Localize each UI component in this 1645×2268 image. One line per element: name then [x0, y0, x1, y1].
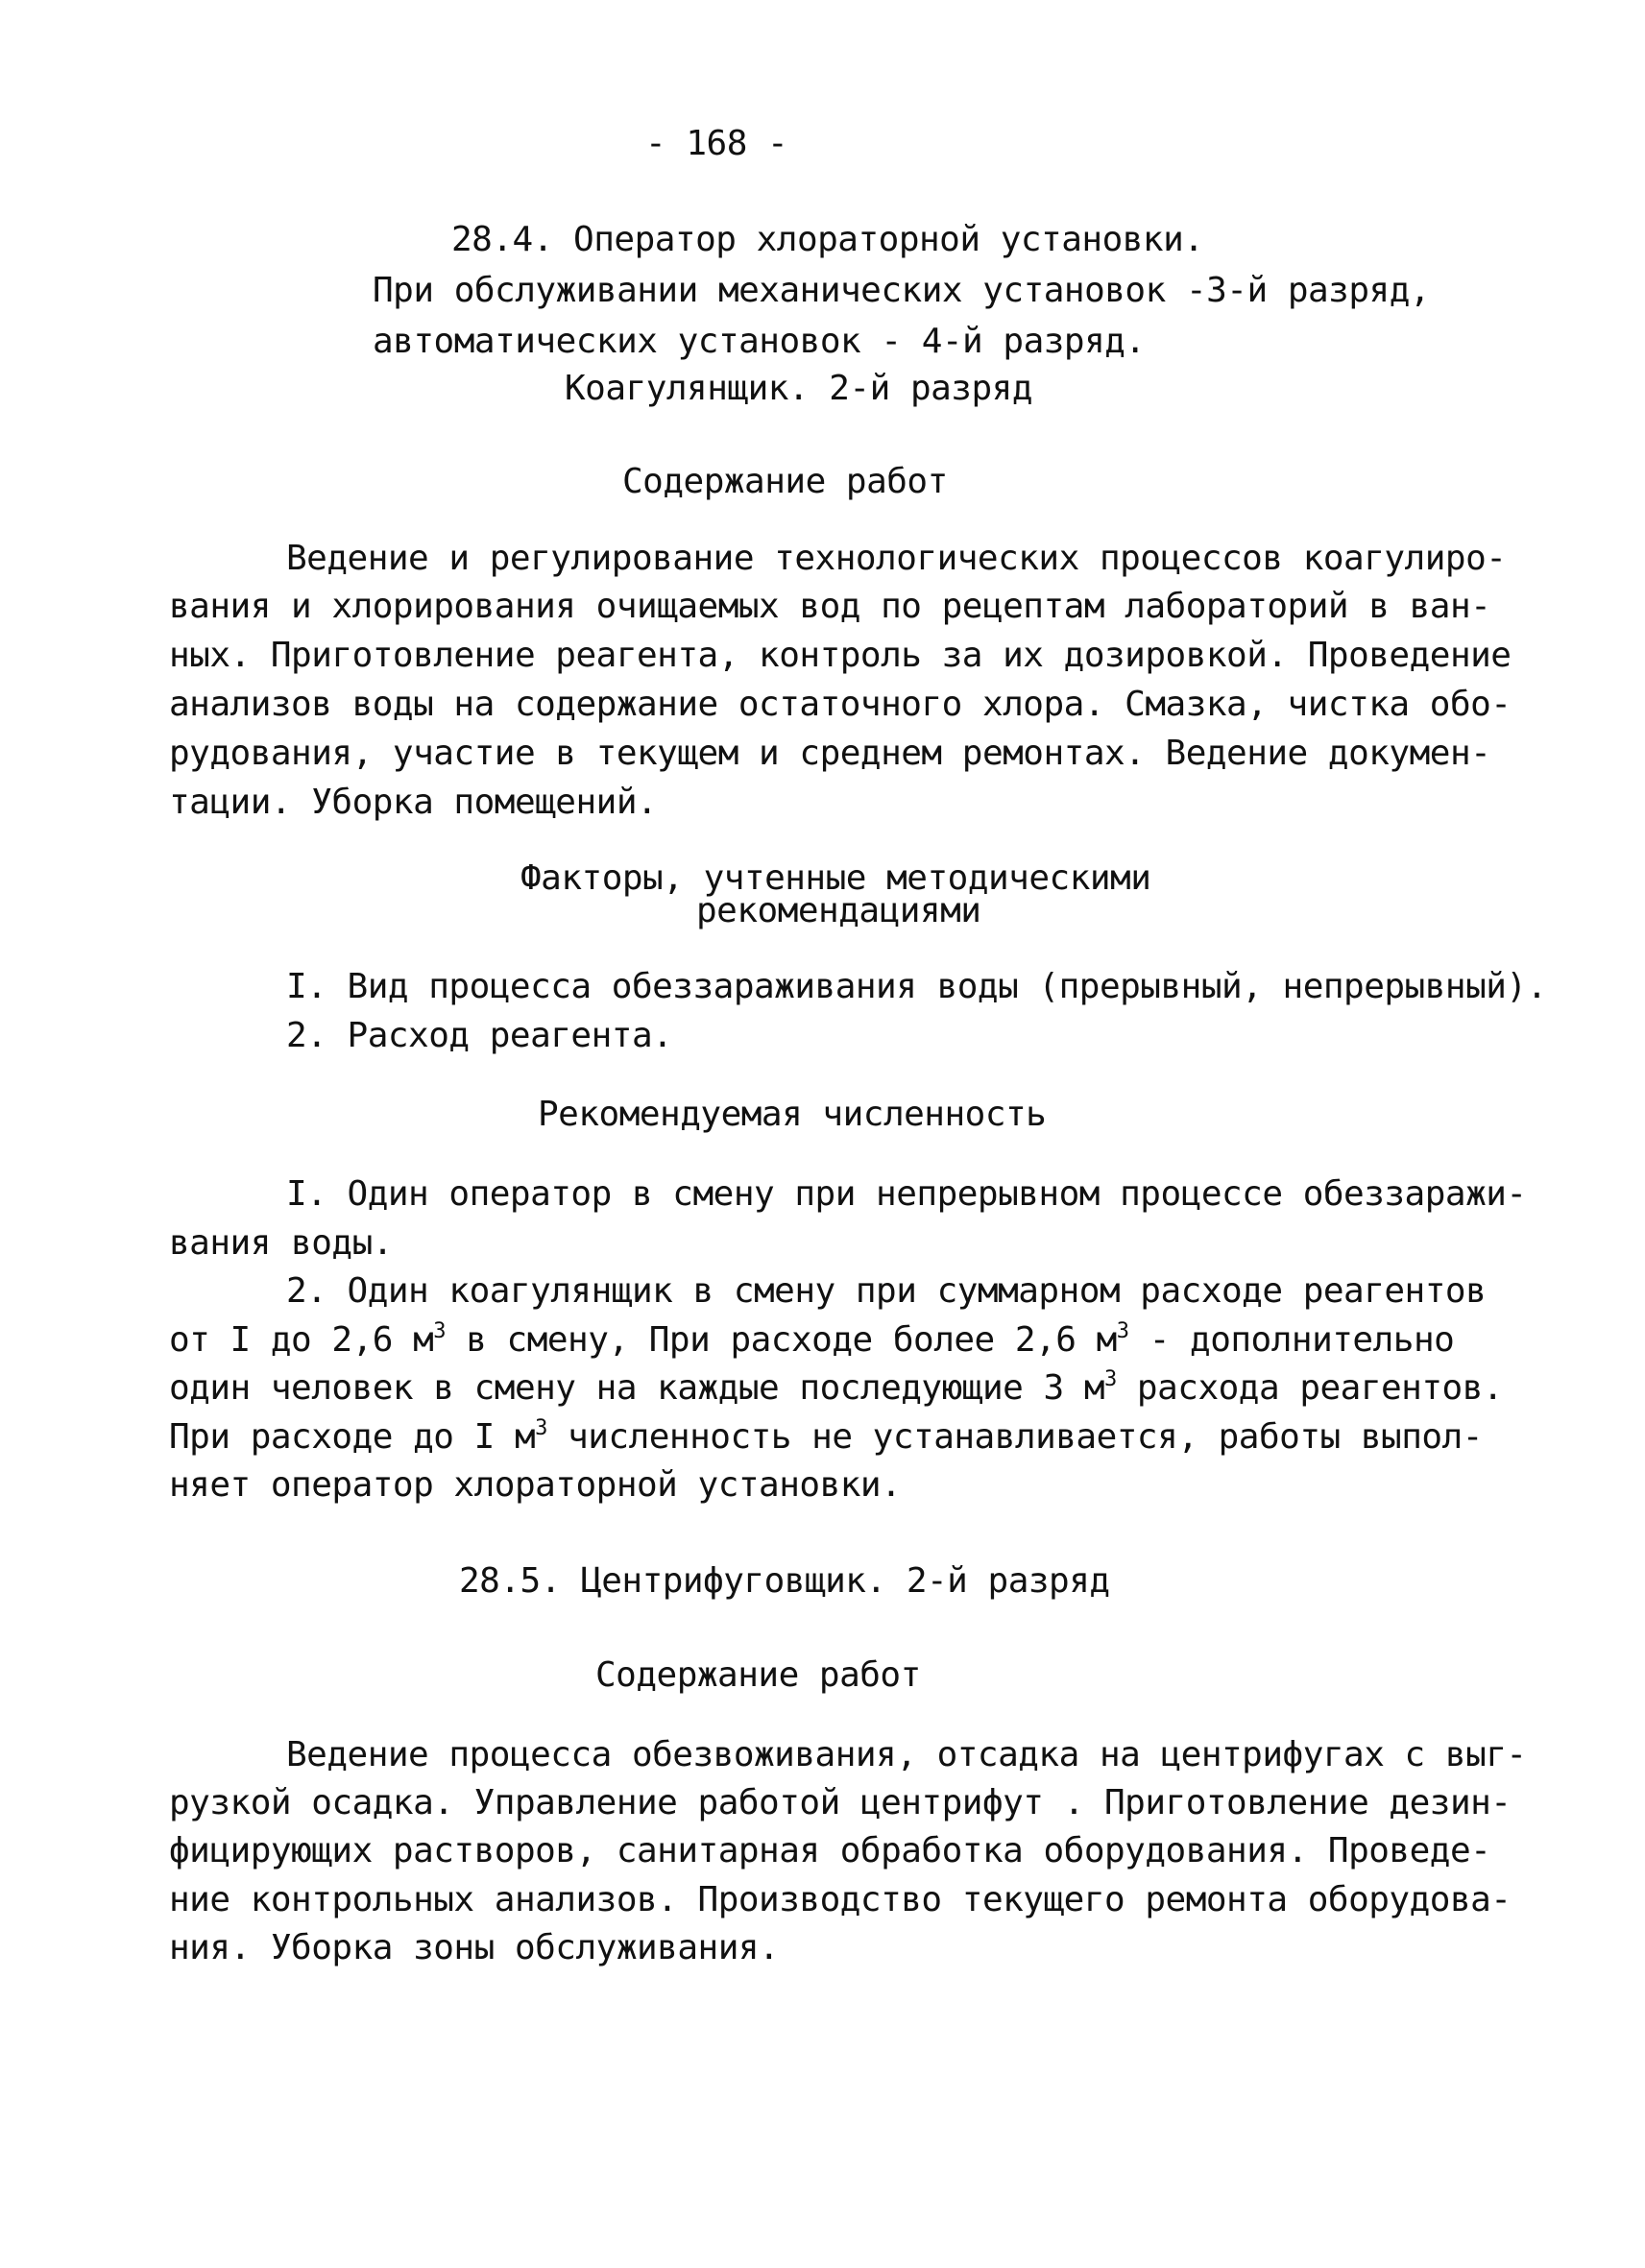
content-line: Ведение процесса обезвоживания, отсадка на центрифугах с выг- [286, 1735, 1527, 1774]
superscript: 3 [1104, 1367, 1117, 1391]
content-line: вания воды. [169, 1223, 393, 1263]
text-part: от I до 2,6 м [169, 1320, 434, 1360]
page-number: - 168 - [645, 124, 788, 163]
text-part: При расходе до I м [169, 1417, 536, 1457]
text-part: в смену, При расходе более 2,6 м [446, 1320, 1117, 1360]
content-line: рудования, участие в текущем и среднем ремонтах. Ведение докумен- [169, 734, 1491, 773]
content-line: вания и хлорирования очищаемых вод по рецептам лабораторий в ван- [169, 587, 1491, 626]
text-part: - дополнительно [1128, 1320, 1455, 1360]
list-item: I. Вид процесса обеззараживания воды (прерывный, непрерывный). [286, 967, 1547, 1006]
text-part: один человек в смену на каждые последующие 3 м [169, 1368, 1104, 1408]
section-28-4-subtitle-2: автоматических установок - 4-й разряд. [373, 322, 1146, 361]
recommended-heading: Рекомендуемая численность [538, 1095, 1047, 1134]
content-line: рузкой осадка. Управление работой центрифут . Приготовление дезин- [169, 1783, 1512, 1822]
section-28-4-subtitle-1: При обслуживании механических установок -3-й разряд, [373, 271, 1431, 310]
section-28-4-title: 28.4. Оператор хлораторной установки. [451, 220, 1204, 259]
text-part: расхода реагентов. [1116, 1368, 1504, 1408]
content-line [169, 1367, 1503, 1414]
factors-heading-line-1: Факторы, учтенные методическими [520, 858, 1151, 898]
content-line [169, 1416, 1483, 1463]
content-line [169, 1319, 1454, 1366]
section-28-4-subtitle-3: Коагулянщик. 2-й разряд [565, 369, 1032, 408]
content-line: тации. Уборка помещений. [169, 783, 658, 822]
content-line: Ведение и регулирование технологических процессов коагулиро- [286, 539, 1507, 578]
content-line: ных. Приготовление реагента, контроль за их дозировкой. Проведение [169, 636, 1512, 675]
content-line: фицирующих растворов, санитарная обработка оборудования. Проведе- [169, 1831, 1491, 1870]
content-line: 2. Один коагулянщик в смену при суммарном расходе реагентов [286, 1271, 1487, 1311]
superscript: 3 [433, 1319, 447, 1343]
content-line: няет оператор хлораторной установки. [169, 1465, 902, 1505]
section-28-5-title: 28.5. Центрифуговщик. 2-й разряд [459, 1561, 1110, 1601]
content-line: ние контрольных анализов. Производство текущего ремонта оборудова- [169, 1880, 1512, 1919]
text-part: численность не устанавливается, работы выпол- [546, 1417, 1483, 1457]
list-item: 2. Расход реагента. [286, 1016, 673, 1055]
section-28-4-content-heading: Содержание работ [622, 462, 948, 501]
superscript: 3 [1116, 1319, 1129, 1343]
superscript: 3 [535, 1416, 547, 1440]
content-line: ния. Уборка зоны обслуживания. [169, 1928, 780, 1967]
factors-heading-line-2: рекомендациями [696, 891, 981, 930]
content-line: I. Один оператор в смену при непрерывном процессе обеззаражи- [286, 1174, 1527, 1214]
section-28-5-content-heading: Содержание работ [595, 1655, 921, 1695]
content-line: анализов воды на содержание остаточного хлора. Смазка, чистка обо- [169, 685, 1512, 724]
